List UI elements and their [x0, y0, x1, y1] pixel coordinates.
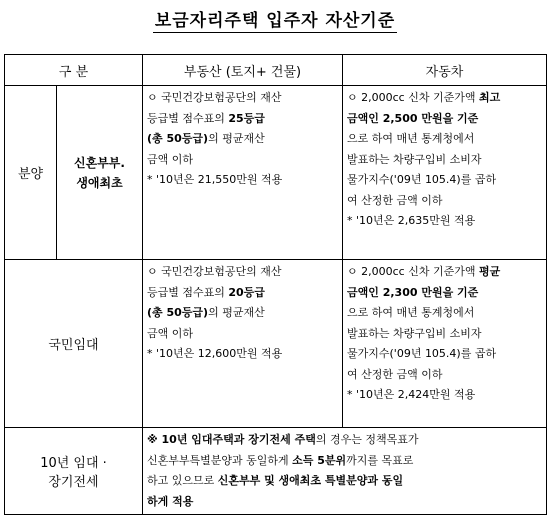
text-line [147, 430, 542, 451]
text-line [147, 492, 542, 513]
bold-text: (총 50등급) [147, 306, 209, 319]
bold-text: 금액인 2,300 만원을 기준 [347, 285, 479, 299]
bold-text: 금액인 2,500 만원을 기준 [347, 111, 479, 125]
text-line [147, 109, 338, 130]
bold-text: 소득 5분위 [292, 453, 347, 467]
header-category: 구 분 [5, 55, 143, 86]
text-span: ㅇ 2,000cc 신차 기준가액 [347, 265, 479, 278]
subcategory-line-2: 생애최초 [76, 175, 123, 190]
text-line: 발표하는 차량구입비 소비자 [347, 152, 482, 166]
text-span: 등급별 점수표의 [147, 111, 229, 125]
category-line-2: 장기전세 [48, 475, 99, 490]
text-span: 의 경우는 정책목표가 [315, 433, 419, 446]
text-line: 물가지수('09년 105.4)를 곱하 [347, 173, 497, 186]
sale-car-cell [343, 86, 547, 260]
table-row-rental [5, 260, 547, 428]
subcategory-line-1: 신혼부부. [74, 155, 125, 170]
text-line: 으로 하여 매년 통계청에서 [347, 132, 475, 145]
header-car: 자동차 [343, 55, 547, 86]
subcategory-newlywed [57, 86, 143, 260]
table-row-sale [5, 86, 547, 260]
bold-text: 25등급 [228, 111, 265, 125]
text-line [147, 129, 338, 150]
text-line: * '10년은 12,600만원 적용 [147, 347, 283, 360]
text-line: * '10년은 2,424만원 적용 [347, 388, 476, 401]
text-line: 금액 이하 [147, 326, 194, 340]
bold-text: ※ 10년 임대주택과 장기전세 주택 [147, 433, 316, 446]
bold-text: 평균 [478, 265, 501, 278]
text-line [347, 109, 542, 130]
text-span: 의 평균재산 [208, 132, 265, 145]
text-line [147, 303, 338, 324]
header-row [5, 55, 547, 86]
longterm-note-cell [143, 428, 547, 515]
header-realestate: 부동산 (토지+ 건물) [143, 55, 343, 86]
rental-car-cell [343, 260, 547, 428]
bold-text: 하게 적용 [147, 494, 194, 508]
category-rental: 국민임대 [5, 260, 143, 428]
bold-text: 20등급 [228, 285, 265, 299]
bold-text: (총 50등급) [147, 132, 209, 145]
bold-text: 최고 [478, 91, 501, 104]
asset-criteria-table [4, 54, 547, 515]
bold-text: 신혼부부 및 생애최초 특별분양과 동일 [217, 474, 404, 487]
text-line: ㅇ 국민건강보험공단의 재산 [147, 265, 282, 278]
text-line: 물가지수('09년 105.4)를 곱하 [347, 347, 497, 360]
text-span: 의 평균재산 [208, 306, 265, 319]
text-span: 까지를 목표로 [346, 453, 414, 467]
text-line: 발표하는 차량구입비 소비자 [347, 326, 482, 340]
document-title-text: 보금자리주택 입주자 자산기준 [154, 11, 396, 31]
text-span: 하고 있으므로 [147, 474, 218, 487]
text-span: ㅇ 2,000cc 신차 기준가액 [347, 91, 479, 104]
category-longterm [5, 428, 143, 515]
text-line: * '10년은 2,635만원 적용 [347, 214, 476, 227]
category-sale: 분양 [5, 86, 57, 260]
text-line: * '10년은 21,550만원 적용 [147, 173, 283, 186]
text-line: ㅇ 국민건강보험공단의 재산 [147, 91, 282, 104]
text-line: 으로 하여 매년 통계청에서 [347, 306, 475, 319]
text-line: 금액 이하 [147, 152, 194, 166]
text-line [347, 262, 542, 283]
rental-realestate-cell [143, 260, 343, 428]
category-line-1: 10년 임대 · [40, 456, 107, 471]
document-title [0, 6, 550, 31]
table-row-longterm [5, 428, 547, 515]
sale-realestate-cell [143, 86, 343, 260]
text-line [147, 283, 338, 304]
text-line [347, 88, 542, 109]
text-line [147, 451, 542, 472]
text-line [147, 471, 542, 492]
text-line: 여 산정한 금액 이하 [347, 367, 443, 381]
text-line: 여 산정한 금액 이하 [347, 193, 443, 207]
text-span: 신혼부부특별분양과 동일하게 [147, 453, 293, 467]
text-span: 등급별 점수표의 [147, 285, 229, 299]
text-line [347, 283, 542, 304]
